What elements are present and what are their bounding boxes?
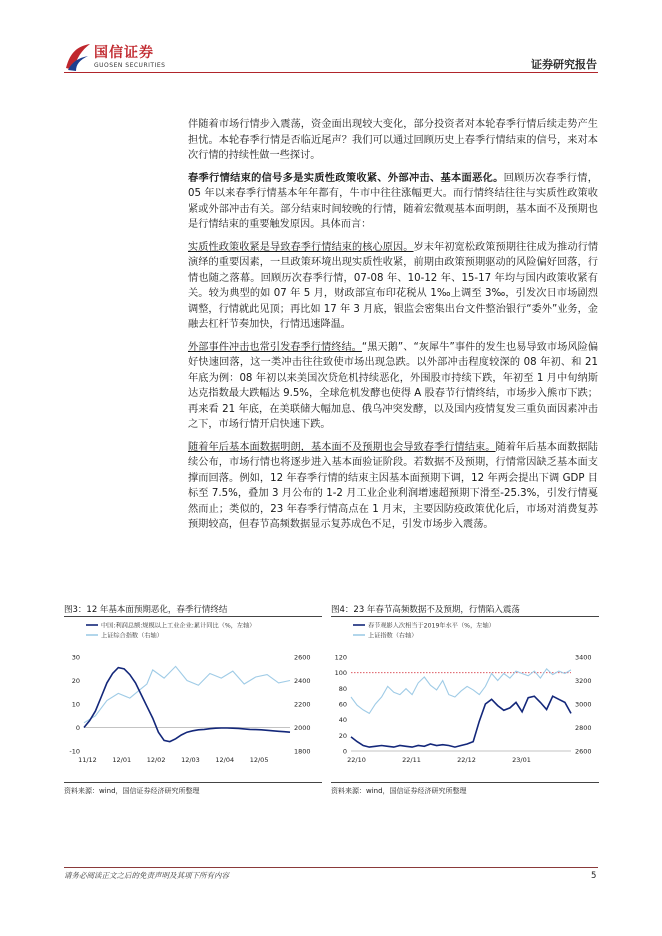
y-right-tick-label: 2000 xyxy=(294,724,311,732)
x-tick-label: 22/11 xyxy=(402,756,421,764)
x-tick-label: 11/12 xyxy=(78,756,97,764)
y-right-tick-label: 1800 xyxy=(294,747,311,756)
y-right-tick-label: 2400 xyxy=(294,677,311,685)
paragraph-external-shock: 外部事件冲击也常引发春季行情终结。“黑天鹅”、“灰犀牛”事件的发生也易导致市场风险偏好快速回落，这一类冲击往往致使市场出现急跌。以外部冲击程度较深的 08 年初、和 21 年底为例：08 年初以来美国次贷危机持续恶化，外围股市持续下跌，年初至 1 月中旬纳斯达克指数最大跌幅达 9.5%，全球危机发酵也使得 A 股春节行情终结，市场步入熊市下跌；再来看 21 年底，在美联储大幅加息、俄乌冲突发酵，以及国内疫情复发三重负面因素冲击之下，市场行情开启快速下跌。 xyxy=(188,341,599,430)
page-number: 5 xyxy=(591,871,597,881)
y-right-tick-label: 2200 xyxy=(294,700,311,709)
guosen-logo xyxy=(64,42,194,76)
logo-text-cn: 国信证券 xyxy=(94,45,154,61)
y-left-tick-label: 100 xyxy=(334,669,347,678)
figure4-source: 资料来源：wind，国信证券经济研究所整理 xyxy=(331,787,467,795)
report-type-label: 证券研究报告 xyxy=(531,58,597,71)
y-right-tick-label: 3000 xyxy=(575,700,592,709)
header-divider xyxy=(64,72,598,73)
logo-text-en: GUOSEN SECURITIES xyxy=(94,62,166,69)
figure3-chart xyxy=(64,616,322,783)
y-right-tick-label: 3200 xyxy=(575,677,592,685)
y-left-tick-label: -10 xyxy=(69,747,80,756)
y-left-tick-label: 20 xyxy=(338,731,347,740)
y-left-tick-label: 30 xyxy=(71,653,80,662)
paragraph-heading: 外部事件冲击也常引发春季行情终结。 xyxy=(188,341,362,353)
x-tick-label: 22/10 xyxy=(347,756,366,764)
y-left-tick-label: 40 xyxy=(338,716,347,725)
figure4-chart xyxy=(331,616,599,783)
body-text xyxy=(188,117,598,540)
y-left-tick-label: 60 xyxy=(338,700,347,709)
paragraph-heading: 春季行情结束的信号多是实质性政策收紧、外部冲击、基本面恶化。 xyxy=(188,172,504,184)
y-left-tick-label: 20 xyxy=(71,677,80,685)
series-line-left-axis xyxy=(351,696,571,747)
figure4-title: 图4：23 年春节高频数据不及预期，行情陷入震荡 xyxy=(331,605,520,615)
figure3-source: 资料来源：wind，国信证券经济研究所整理 xyxy=(64,787,200,795)
paragraph-intro: 伴随着市场行情步入震荡，资金面出现较大变化，部分投资者对本轮春季行情后续走势产生担忧。本轮春季行情是否临近尾声？我们可以通过回顾历史上春季行情结束的信号，来对本次行情的持续性做一些探讨。 xyxy=(188,119,598,161)
x-tick-label: 12/01 xyxy=(112,756,132,764)
report-header xyxy=(0,0,662,80)
x-tick-label: 22/12 xyxy=(457,756,476,764)
y-left-tick-label: 120 xyxy=(334,653,347,662)
footer-divider xyxy=(64,867,598,868)
y-left-tick-label: 0 xyxy=(75,724,80,732)
paragraph-signals: 春季行情结束的信号多是实质性政策收紧、外部冲击、基本面恶化。回顾历次春季行情，05 年以来春季行情基本年年都有，牛市中往往涨幅更大。而行情终结往往与实质性政策收紧或外部冲击有关。部分结束时间较晚的行情，随着宏微观基本面明朗，基本面不及预期也是行情结束的重要触发原因。具体而言： xyxy=(188,172,598,230)
guosen-logo-icon xyxy=(64,42,92,72)
legend-label: 上证综合指数（右轴） xyxy=(101,632,163,640)
y-left-tick-label: 0 xyxy=(342,747,347,756)
legend-label: 中国:利润总额:规模以上工业企业:累计同比（%，左轴） xyxy=(101,622,256,630)
legend-label: 春节观影人次相当于2019年水平（%，左轴） xyxy=(368,622,495,630)
x-tick-label: 12/04 xyxy=(215,756,235,764)
x-tick-label: 12/02 xyxy=(146,756,166,764)
x-tick-label: 12/05 xyxy=(249,756,269,764)
y-left-tick-label: 80 xyxy=(338,684,347,693)
y-right-tick-label: 3400 xyxy=(575,653,592,662)
series-line-right-axis xyxy=(84,666,290,722)
paragraph-policy: 实质性政策收紧是导致春季行情结束的核心原因。岁末年初宽松政策预期往往成为推动行情演绎的重要因素，一旦政策环境出现实质性收紧，前期由政策预期驱动的风险偏好回落，行情也随之落幕。回顾历次春季行情，07-08 年、10-12 年、15-17 年均与国内政策收紧有关。较为典型的如 07 年 5 月，财政部宣布印花税从 1‰上调至 3‰，引发次日市场剧烈调整，行情就此见顶；再比如 17 年 3 月底，银监会密集出台文件整治银行“委外”业务，金融去杠杆节奏加快，行情迅速降温。 xyxy=(188,241,599,330)
series-line-left-axis xyxy=(84,668,290,742)
x-tick-label: 12/03 xyxy=(181,756,200,764)
footer-disclaimer: 请务必阅读正文之后的免责声明及其项下所有内容 xyxy=(64,871,229,880)
y-right-tick-label: 2600 xyxy=(575,747,592,756)
legend-label: 上证指数（右轴） xyxy=(368,632,418,640)
paragraph-heading: 随着年后基本面数据明朗，基本面不及预期也会导致春季行情结束。 xyxy=(188,441,496,453)
paragraph-heading: 实质性政策收紧是导致春季行情结束的核心原因。 xyxy=(188,241,414,253)
figure3-title: 图3：12 年基本面预期恶化，春季行情终结 xyxy=(64,605,228,615)
x-tick-label: 23/01 xyxy=(512,756,531,764)
y-right-tick-label: 2800 xyxy=(575,724,592,732)
paragraph-fundamentals: 随着年后基本面数据明朗，基本面不及预期也会导致春季行情结束。随着年后基本面数据陆续公布，市场行情也将逐步进入基本面验证阶段。若数据不及预期，行情常因缺乏基本面支撑而回落。例如，12 年春季行情的结束主因基本面预期下调，12 年两会提出下调 GDP 目标至 7.5%，叠加 3 月公布的 1-2 月工业企业利润增速超预期下滑至-25.3%，引发行情戛然而止；类似的，23 年春季行情高点在 1 月末，主要因防疫政策优化后，市场对消费复苏预期较高，但春节高频数据显示复苏成色不足，引发市场步入震荡。 xyxy=(188,441,598,530)
series-line-right-axis xyxy=(351,669,571,714)
y-right-tick-label: 2600 xyxy=(294,653,311,662)
y-left-tick-label: 10 xyxy=(71,700,80,709)
